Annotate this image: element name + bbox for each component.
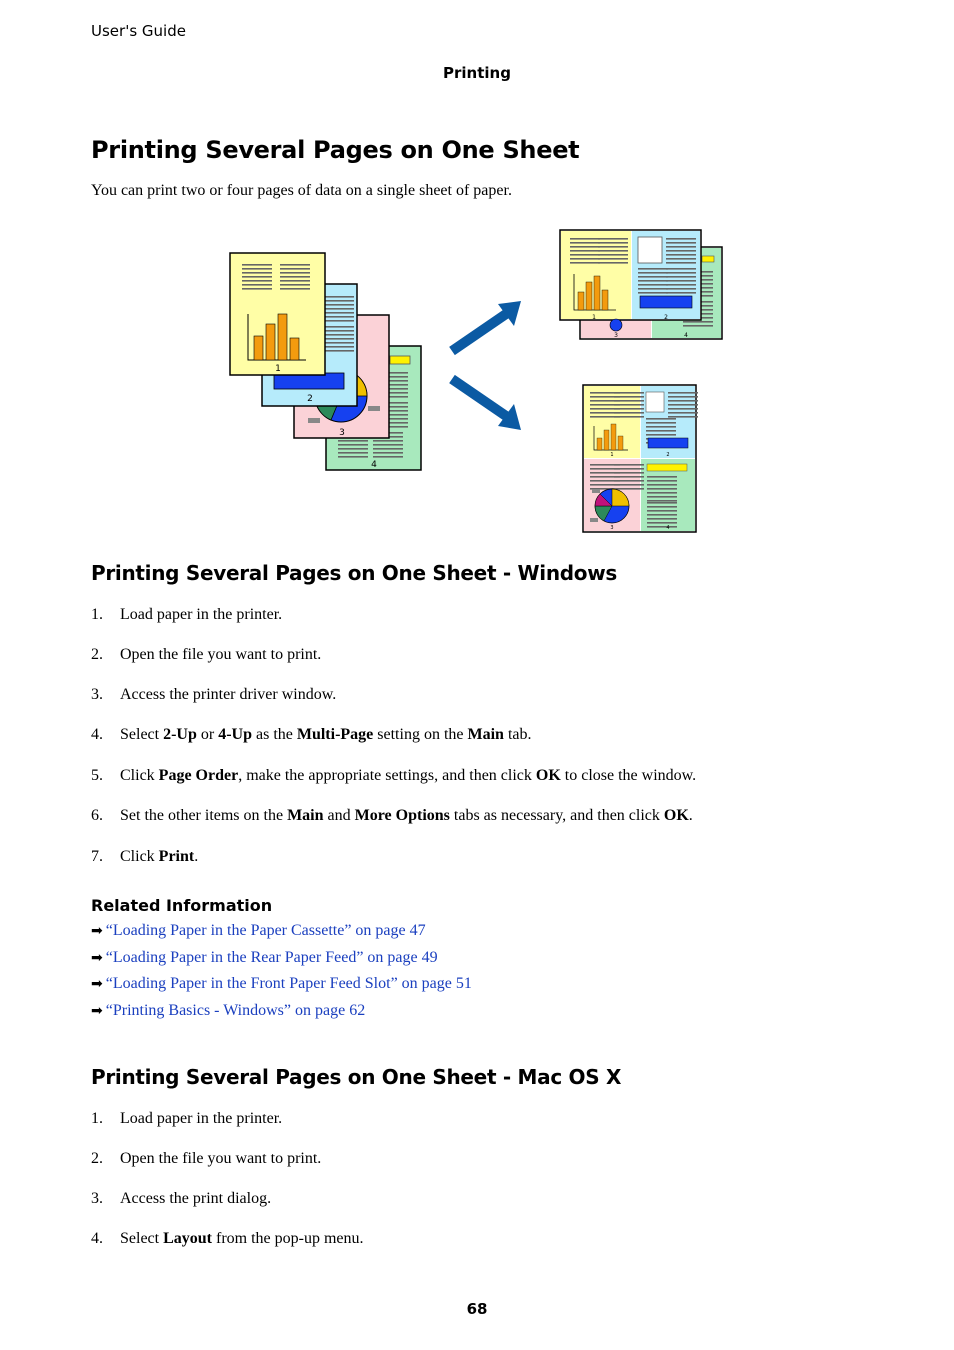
arrow-down-right-icon — [452, 379, 521, 430]
windows-step-3: 3. Access the printer driver window. — [91, 686, 337, 703]
arrow-right-icon: ➡ — [91, 949, 103, 966]
link-loading-rear-paper-feed[interactable]: “Loading Paper in the Rear Paper Feed” on page 49 — [105, 948, 438, 966]
windows-step-2: 2. Open the file you want to print. — [91, 646, 322, 663]
windows-step-4: 4. Select 2-Up or 4-Up as the Multi-Page setting on the Main tab. — [91, 726, 532, 743]
related-links-list — [91, 922, 472, 1028]
svg-text:2: 2 — [664, 314, 668, 321]
svg-text:3: 3 — [610, 525, 614, 531]
related-link-item — [91, 949, 472, 976]
header-guide-label: User's Guide — [91, 22, 186, 40]
four-up-result — [583, 385, 698, 532]
svg-text:4: 4 — [666, 525, 670, 531]
related-link-item — [91, 1002, 472, 1029]
page-title: Printing Several Pages on One Sheet — [91, 136, 580, 164]
arrow-up-right-icon — [452, 301, 521, 351]
windows-step-1: 1. Load paper in the printer. — [91, 606, 283, 623]
mac-step-4: 4. Select Layout from the pop-up menu. — [91, 1230, 364, 1247]
arrow-right-icon: ➡ — [91, 1002, 103, 1019]
related-link-item — [91, 922, 472, 949]
mac-step-2: 2. Open the file you want to print. — [91, 1150, 322, 1167]
intro-paragraph: You can print two or four pages of data on a single sheet of paper. — [91, 182, 512, 199]
mac-step-3: 3. Access the print dialog. — [91, 1190, 272, 1207]
page-stack — [230, 253, 421, 470]
stack-page-4-number: 4 — [371, 460, 377, 470]
header-section-label: Printing — [443, 64, 511, 82]
svg-text:4: 4 — [684, 332, 688, 339]
link-printing-basics-windows[interactable]: “Printing Basics - Windows” on page 62 — [105, 1001, 366, 1019]
mac-section-heading: Printing Several Pages on One Sheet - Mac OS X — [91, 1065, 622, 1089]
windows-section-heading: Printing Several Pages on One Sheet - Windows — [91, 561, 618, 585]
svg-text:1: 1 — [610, 452, 614, 458]
windows-step-6: 6. Set the other items on the Main and More Options tabs as necessary, and then click OK. — [91, 807, 693, 824]
page-number: 68 — [466, 1300, 488, 1318]
windows-step-7: 7. Click Print. — [91, 848, 199, 865]
link-loading-paper-cassette[interactable]: “Loading Paper in the Paper Cassette” on page 47 — [105, 922, 426, 939]
related-link-item — [91, 975, 472, 1002]
two-up-result — [560, 230, 722, 339]
link-loading-front-paper-feed-slot[interactable]: “Loading Paper in the Front Paper Feed Slot” on page 51 — [105, 975, 472, 992]
stack-page-1-number: 1 — [275, 364, 281, 374]
svg-text:2: 2 — [666, 452, 670, 458]
related-information-heading: Related Information — [91, 896, 273, 915]
stack-page-2-number: 2 — [307, 394, 313, 404]
arrow-right-icon: ➡ — [91, 976, 103, 992]
svg-text:1: 1 — [592, 314, 596, 321]
stack-page-3-number: 3 — [339, 428, 345, 438]
windows-step-5: 5. Click Page Order, make the appropriate settings, and then click OK to close the window. — [91, 767, 697, 784]
stack-page-1 — [230, 253, 325, 375]
svg-text:3: 3 — [614, 332, 618, 339]
multi-page-illustration — [228, 226, 728, 538]
mac-step-1: 1. Load paper in the printer. — [91, 1110, 283, 1127]
arrow-right-icon: ➡ — [91, 923, 103, 939]
